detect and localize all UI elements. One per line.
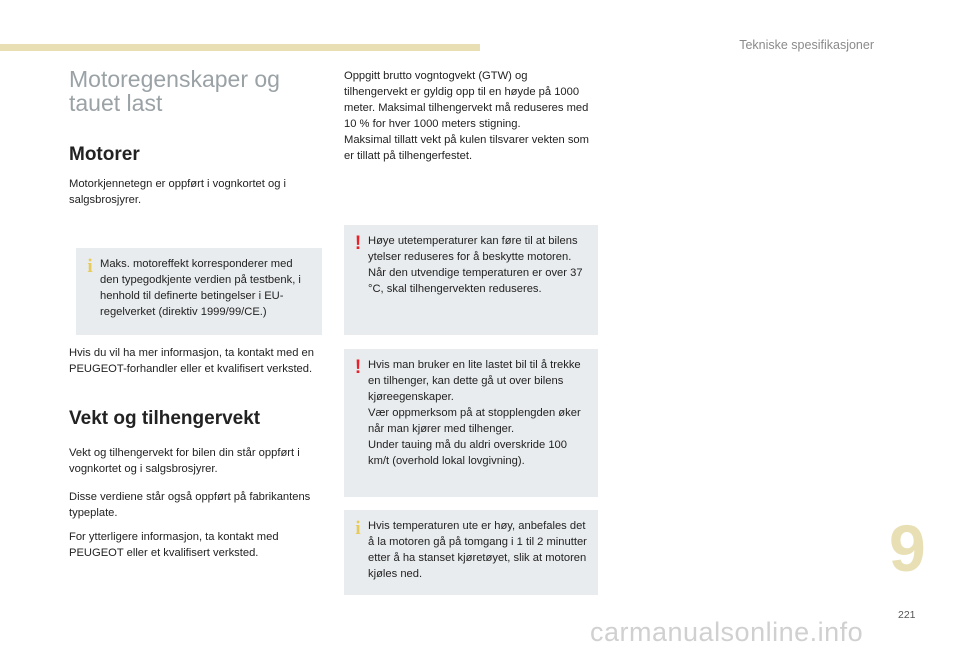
watermark: carmanualsonline.info [590, 617, 864, 647]
warning-box-driving [344, 349, 598, 497]
info-note-box [76, 248, 322, 335]
chapter-number: 9 [889, 511, 926, 585]
info-note-text: Maks. motoreffekt korresponderer med den typegodkjente verdien på testbenk, i henhold til definerte betingelser i EU-regelverket (direktiv 1999/99/CE.) [100, 258, 301, 318]
warning-box-temperature [344, 225, 598, 335]
heading-motorer: Motorer [69, 144, 140, 165]
page-number: 221 [898, 609, 916, 621]
accent-band [0, 44, 480, 51]
more-info-paragraph: Hvis du vil ha mer informasjon, ta kontakt med en PEUGEOT-forhandler eller et kvalifisert verksted. [69, 347, 314, 375]
section-header-title: Tekniske spesifikasjoner [739, 38, 874, 52]
motorer-paragraph: Motorkjennetegn er oppført i vognkortet og i salgsbrosjyrer. [69, 178, 287, 206]
page-title: Motoregenskaper og tauet last [69, 66, 280, 116]
info-box-idle [344, 510, 598, 595]
vekt-paragraph-2: Disse verdiene står også oppført på fabrikantens typeplate. [69, 491, 311, 519]
gtw-paragraph: Oppgitt brutto vogntogvekt (GTW) og tilhengervekt er gyldig opp til en høyde på 1000 meter. Maksimal tilhengervekt må reduseres med 10 % for hver 1000 meters stigning. Maksimal tillatt vekt på kulen tilsvarer vekten som er tillatt på tilhengerfestet. [344, 70, 589, 162]
info-icon: i [87, 256, 93, 277]
vekt-paragraph-1: Vekt og tilhengervekt for bilen din står oppført i vognkortet og i salgsbrosjyrer. [69, 447, 300, 475]
warning-icon: ! [354, 233, 362, 254]
warning-icon: ! [354, 357, 362, 378]
heading-vekt: Vekt og tilhengervekt [69, 408, 261, 429]
warning-text-driving: Hvis man bruker en lite lastet bil til å trekke en tilhenger, kan dette gå ut over bilens kjøreegenskaper. Vær oppmerksom på at stopplengden øker når man kjører med tilhenger. Under tauing må du aldri overskride 100 km/t (overhold lokal lovgivning). [368, 359, 581, 467]
warning-text-temperature: Høye utetemperaturer kan føre til at bilens ytelser reduseres for å beskytte motoren. Når den utvendige temperaturen er over 37 °C, skal tilhengervekten reduseres. [368, 235, 583, 295]
info-icon: i [355, 518, 361, 539]
info-text-idle: Hvis temperaturen ute er høy, anbefales det å la motoren gå på tomgang i 1 til 2 minutter etter å ha stanset kjøretøyet, slik at motoren kjøles ned. [368, 520, 587, 580]
vekt-paragraph-3: For ytterligere informasjon, ta kontakt med PEUGEOT eller et kvalifisert verksted. [69, 531, 279, 559]
